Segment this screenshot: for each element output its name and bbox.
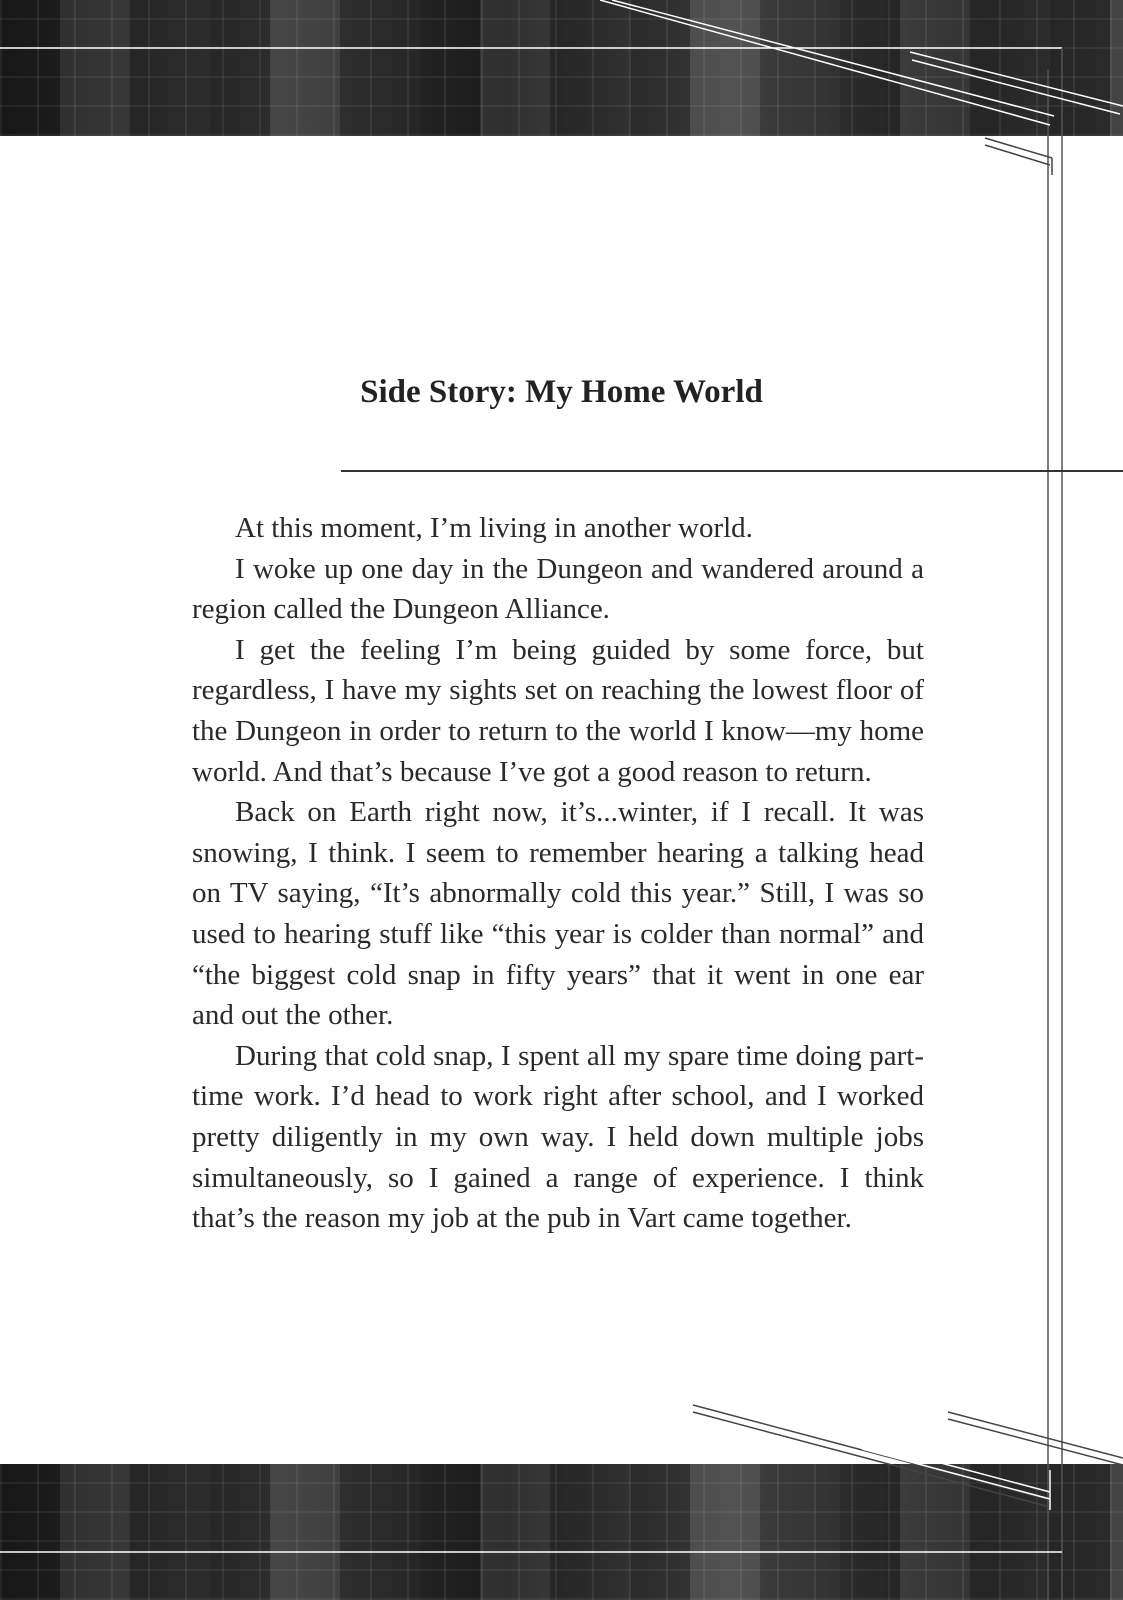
top-decorative-band <box>0 0 1123 136</box>
paragraph: At this moment, I’m living in another world. <box>235 512 753 544</box>
chapter-title: Side Story: My Home World <box>360 374 763 410</box>
body-text <box>192 508 924 1239</box>
title-divider <box>341 470 1123 472</box>
paragraph: Back on Earth right now, it’s...winter, if I recall. It was snowing, I think. I seem to remember hearing a talking head on TV saying, “It’s abnormally cold this year.” Still, I was so used to hearing stuff like “this year is colder than normal” and “the biggest cold snap in fifty years” that it went in one ear and out the other. <box>192 796 924 1032</box>
bottom-decorative-band <box>0 1464 1123 1600</box>
paragraph: I get the feeling I’m being guided by some force, but regardless, I have my sights set on reaching the lowest floor of the Dungeon in order to return to the world I know—my home world. And that’s because I’ve got a good reason to return. <box>192 633 924 788</box>
paragraph: I woke up one day in the Dungeon and wandered around a region called the Dungeon Alliance. <box>192 552 924 626</box>
paragraph: During that cold snap, I spent all my spare time doing part-time work. I’d head to work right after school, and I worked pretty diligently in my own way. I held down multiple jobs simultaneously, so I gained a range of experience. I think that’s the reason my job at the pub in Vart came together. <box>192 1039 924 1235</box>
